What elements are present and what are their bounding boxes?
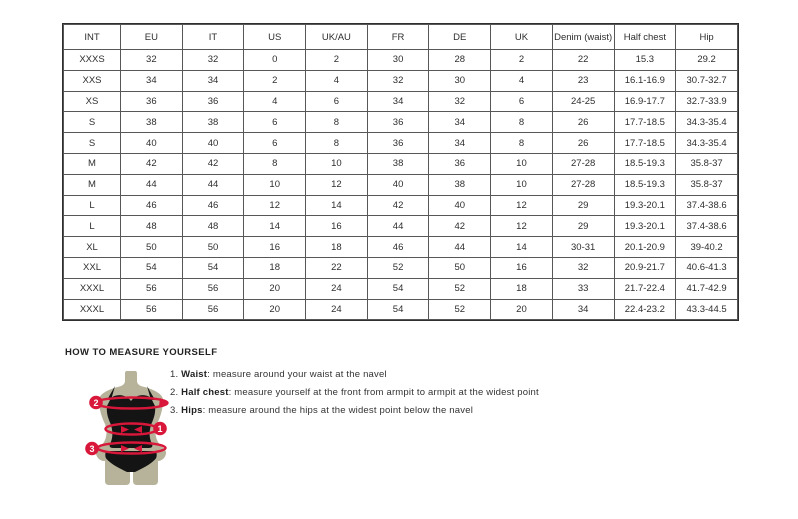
table-cell: 27-28 <box>552 153 614 174</box>
table-row <box>64 91 738 112</box>
table-cell: 18 <box>244 257 306 278</box>
table-cell: 36 <box>429 153 491 174</box>
table-cell: S <box>64 133 121 154</box>
table-cell: 20 <box>491 299 553 320</box>
instruction-label: Waist <box>181 369 208 380</box>
table-cell: XXL <box>64 257 121 278</box>
table-cell: 32 <box>121 50 183 71</box>
marker-waist-number: 1 <box>157 423 163 434</box>
marker-hips-number: 3 <box>89 443 95 454</box>
table-cell: 10 <box>306 153 368 174</box>
column-header: Half chest <box>614 25 676 50</box>
table-cell: 18 <box>491 278 553 299</box>
table-cell: 20 <box>244 299 306 320</box>
table-cell: 10 <box>491 153 553 174</box>
table-cell: 8 <box>491 112 553 133</box>
table-cell: 32 <box>552 257 614 278</box>
table-cell: 34 <box>552 299 614 320</box>
table-cell: 14 <box>244 216 306 237</box>
table-cell: 22 <box>552 50 614 71</box>
table-cell: 38 <box>182 112 244 133</box>
table-cell: XL <box>64 237 121 258</box>
table-cell: 18.5-19.3 <box>614 153 676 174</box>
marker-chest <box>89 396 103 410</box>
table-cell: 10 <box>244 174 306 195</box>
instruction-number: 1. <box>170 369 182 380</box>
table-cell: 52 <box>429 278 491 299</box>
table-cell: 4 <box>491 70 553 91</box>
table-row <box>64 174 738 195</box>
table-cell: 32 <box>429 91 491 112</box>
table-cell: 8 <box>491 133 553 154</box>
table-row <box>64 112 738 133</box>
table-cell: 32 <box>182 50 244 71</box>
table-cell: 50 <box>429 257 491 278</box>
table-cell: XXXL <box>64 299 121 320</box>
table-cell: 40.6-41.3 <box>676 257 738 278</box>
table-row <box>64 70 738 91</box>
table-cell: 35.8-37 <box>676 174 738 195</box>
measure-instruction <box>170 369 539 380</box>
table-cell: 16 <box>306 216 368 237</box>
table-cell: 12 <box>491 195 553 216</box>
instruction-number: 3. <box>170 405 182 416</box>
table-cell: 54 <box>182 257 244 278</box>
column-header: IT <box>182 25 244 50</box>
instruction-text: : measure yourself at the front from armpit to armpit at the widest point <box>228 387 539 398</box>
table-cell: 34 <box>429 133 491 154</box>
table-cell: 42 <box>429 216 491 237</box>
table-cell: 29.2 <box>676 50 738 71</box>
column-header: FR <box>367 25 429 50</box>
table-cell: 24-25 <box>552 91 614 112</box>
table-cell: 10 <box>491 174 553 195</box>
table-row <box>64 299 738 320</box>
table-cell: 32.7-33.9 <box>676 91 738 112</box>
table-cell: 28 <box>429 50 491 71</box>
table-cell: 34.3-35.4 <box>676 133 738 154</box>
table-cell: 48 <box>121 216 183 237</box>
table-cell: 0 <box>244 50 306 71</box>
size-table <box>63 24 738 320</box>
table-cell: 46 <box>121 195 183 216</box>
table-row <box>64 133 738 154</box>
column-header: Denim (waist) <box>552 25 614 50</box>
measure-instruction <box>170 387 539 398</box>
table-cell: 30-31 <box>552 237 614 258</box>
table-cell: 16 <box>244 237 306 258</box>
table-cell: 2 <box>244 70 306 91</box>
table-row <box>64 50 738 71</box>
table-cell: 52 <box>367 257 429 278</box>
column-header: UK <box>491 25 553 50</box>
table-cell: 46 <box>182 195 244 216</box>
table-cell: 50 <box>182 237 244 258</box>
column-header: Hip <box>676 25 738 50</box>
measure-guide-title: HOW TO MEASURE YOURSELF <box>65 347 218 358</box>
column-header: DE <box>429 25 491 50</box>
marker-waist <box>153 422 167 436</box>
table-cell: 40 <box>182 133 244 154</box>
table-cell: 54 <box>367 278 429 299</box>
table-cell: 44 <box>429 237 491 258</box>
table-cell: 20 <box>244 278 306 299</box>
table-cell: 18 <box>306 237 368 258</box>
table-cell: M <box>64 153 121 174</box>
table-cell: 43.3-44.5 <box>676 299 738 320</box>
table-cell: 6 <box>244 133 306 154</box>
table-cell: L <box>64 195 121 216</box>
measure-instruction <box>170 405 539 416</box>
table-cell: 36 <box>367 112 429 133</box>
table-cell: 56 <box>121 278 183 299</box>
table-cell: 56 <box>182 299 244 320</box>
table-cell: 4 <box>244 91 306 112</box>
marker-hips <box>85 442 99 456</box>
table-cell: 20.1-20.9 <box>614 237 676 258</box>
instruction-text: : measure around your waist at the navel <box>207 369 387 380</box>
table-cell: 37.4-38.6 <box>676 216 738 237</box>
table-row <box>64 237 738 258</box>
table-cell: 19.3-20.1 <box>614 195 676 216</box>
table-cell: 23 <box>552 70 614 91</box>
table-cell: M <box>64 174 121 195</box>
table-cell: 6 <box>306 91 368 112</box>
table-cell: 22.4-23.2 <box>614 299 676 320</box>
table-cell: S <box>64 112 121 133</box>
table-cell: 36 <box>367 133 429 154</box>
table-cell: 34 <box>121 70 183 91</box>
table-cell: 12 <box>306 174 368 195</box>
table-cell: 37.4-38.6 <box>676 195 738 216</box>
table-cell: 40 <box>367 174 429 195</box>
table-cell: 15.3 <box>614 50 676 71</box>
table-cell: XXXL <box>64 278 121 299</box>
table-cell: XXXS <box>64 50 121 71</box>
table-cell: 2 <box>306 50 368 71</box>
table-row <box>64 153 738 174</box>
table-header-row <box>64 25 738 50</box>
table-cell: 34 <box>367 91 429 112</box>
table-cell: 18.5-19.3 <box>614 174 676 195</box>
column-header: EU <box>121 25 183 50</box>
marker-chest-number: 2 <box>93 397 99 408</box>
table-cell: 16.9-17.7 <box>614 91 676 112</box>
table-cell: 38 <box>121 112 183 133</box>
table-cell: 35.8-37 <box>676 153 738 174</box>
table-cell: 12 <box>244 195 306 216</box>
table-cell: 12 <box>491 216 553 237</box>
table-cell: 29 <box>552 216 614 237</box>
table-cell: 30 <box>429 70 491 91</box>
table-cell: 56 <box>121 299 183 320</box>
table-cell: 30 <box>367 50 429 71</box>
table-cell: 42 <box>182 153 244 174</box>
table-cell: 34 <box>182 70 244 91</box>
table-cell: 40 <box>429 195 491 216</box>
table-row <box>64 195 738 216</box>
instruction-number: 2. <box>170 387 182 398</box>
table-cell: 21.7-22.4 <box>614 278 676 299</box>
table-cell: 39-40.2 <box>676 237 738 258</box>
table-cell: 50 <box>121 237 183 258</box>
table-cell: 8 <box>306 112 368 133</box>
table-cell: 20.9-21.7 <box>614 257 676 278</box>
table-cell: 56 <box>182 278 244 299</box>
table-cell: 19.3-20.1 <box>614 216 676 237</box>
table-cell: 17.7-18.5 <box>614 112 676 133</box>
column-header: UK/AU <box>306 25 368 50</box>
table-cell: 8 <box>244 153 306 174</box>
table-row <box>64 257 738 278</box>
table-cell: 36 <box>121 91 183 112</box>
table-cell: 54 <box>367 299 429 320</box>
table-cell: 30.7-32.7 <box>676 70 738 91</box>
table-cell: 17.7-18.5 <box>614 133 676 154</box>
table-cell: 33 <box>552 278 614 299</box>
table-cell: 44 <box>182 174 244 195</box>
table-cell: 24 <box>306 278 368 299</box>
table-cell: 8 <box>306 133 368 154</box>
table-row <box>64 278 738 299</box>
measure-list <box>170 369 539 423</box>
table-cell: 42 <box>121 153 183 174</box>
table-cell: 44 <box>121 174 183 195</box>
table-cell: 24 <box>306 299 368 320</box>
table-cell: 29 <box>552 195 614 216</box>
table-cell: 14 <box>491 237 553 258</box>
table-cell: 16 <box>491 257 553 278</box>
table-cell: 14 <box>306 195 368 216</box>
table-cell: 6 <box>491 91 553 112</box>
column-header: US <box>244 25 306 50</box>
table-cell: 26 <box>552 112 614 133</box>
table-cell: XXS <box>64 70 121 91</box>
table-cell: 44 <box>367 216 429 237</box>
table-cell: 6 <box>244 112 306 133</box>
table-cell: 16.1-16.9 <box>614 70 676 91</box>
table-cell: 41.7-42.9 <box>676 278 738 299</box>
table-cell: XS <box>64 91 121 112</box>
table-cell: 38 <box>367 153 429 174</box>
table-cell: 22 <box>306 257 368 278</box>
instruction-text: : measure around the hips at the widest point below the navel <box>202 405 474 416</box>
table-cell: 54 <box>121 257 183 278</box>
table-cell: 46 <box>367 237 429 258</box>
table-row <box>64 216 738 237</box>
instruction-label: Half chest <box>181 387 229 398</box>
table-cell: 26 <box>552 133 614 154</box>
table-cell: 34.3-35.4 <box>676 112 738 133</box>
table-cell: 38 <box>429 174 491 195</box>
instruction-label: Hips <box>181 405 203 416</box>
table-cell: 32 <box>367 70 429 91</box>
table-cell: 2 <box>491 50 553 71</box>
table-cell: 34 <box>429 112 491 133</box>
table-body <box>64 50 738 320</box>
table-cell: 48 <box>182 216 244 237</box>
table-cell: L <box>64 216 121 237</box>
column-header: INT <box>64 25 121 50</box>
table-cell: 27-28 <box>552 174 614 195</box>
table-cell: 52 <box>429 299 491 320</box>
table-cell: 4 <box>306 70 368 91</box>
table-cell: 42 <box>367 195 429 216</box>
table-cell: 36 <box>182 91 244 112</box>
table-cell: 40 <box>121 133 183 154</box>
